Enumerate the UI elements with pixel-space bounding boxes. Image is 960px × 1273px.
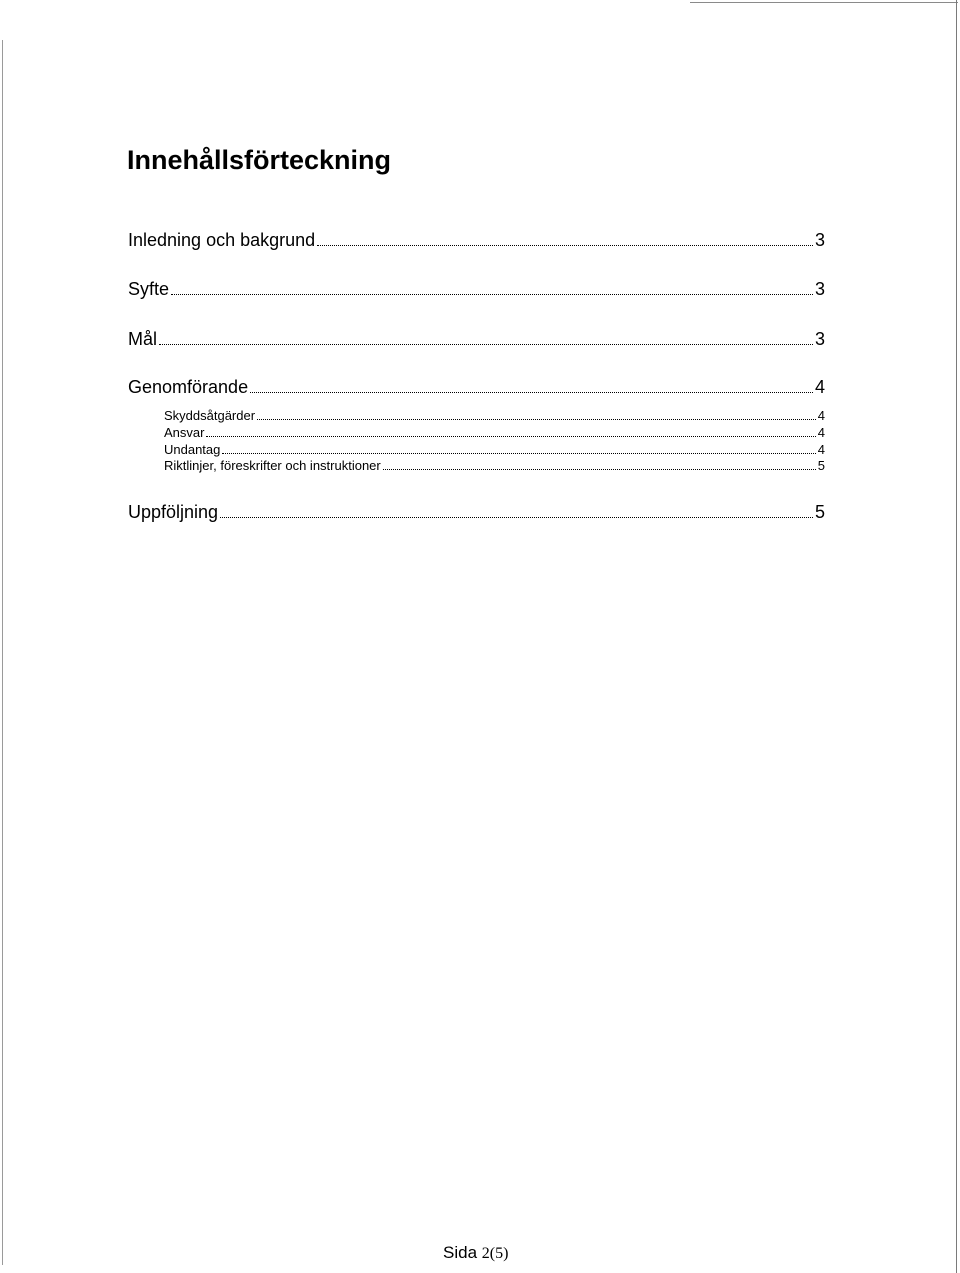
toc-dot-leader [206, 436, 815, 437]
toc-entry-text: Riktlinjer, föreskrifter och instruktioner [164, 458, 381, 473]
toc-entry-text: Syfte [128, 279, 170, 299]
toc-dot-leader [171, 294, 813, 295]
toc-entry-page: 4 [817, 442, 825, 457]
toc-entry-page: 4 [814, 377, 825, 397]
toc-entry-uppfoljning[interactable] [128, 502, 825, 523]
toc-entry-skyddsatgarder[interactable] [164, 408, 825, 423]
toc-dot-leader [250, 392, 813, 393]
toc-entry-text: Genomförande [128, 377, 249, 397]
scan-edge-left [2, 40, 3, 1265]
toc-entry-page: 4 [817, 425, 825, 440]
toc-entry-syfte[interactable] [128, 279, 825, 300]
toc-dot-leader [220, 517, 813, 518]
page-label: Sida [443, 1243, 478, 1262]
toc-dot-leader [317, 245, 813, 246]
toc-entry-text: Mål [128, 329, 158, 349]
toc-entry-text: Undantag [164, 442, 221, 457]
toc-dot-leader [257, 419, 816, 420]
toc-entry-text: Inledning och bakgrund [128, 230, 316, 250]
toc-dot-leader [383, 469, 816, 470]
toc-entry-genomforande[interactable] [128, 377, 825, 398]
toc-entry-text: Skyddsåtgärder [164, 408, 256, 423]
scan-edge-right [956, 0, 957, 1273]
toc-title: Innehållsförteckning [127, 145, 392, 175]
toc-entry-page: 4 [817, 408, 825, 423]
toc-entry-page: 5 [814, 502, 825, 522]
toc-entry-text: Uppföljning [128, 502, 219, 522]
scan-edge-top [690, 2, 958, 3]
toc-dot-leader [222, 453, 815, 454]
toc-entry-ansvar[interactable] [164, 425, 825, 440]
page-footer [443, 1243, 508, 1263]
page-count: 2(5) [481, 1245, 509, 1262]
toc-entry-text: Ansvar [164, 425, 205, 440]
toc-entry-page: 3 [814, 279, 825, 299]
toc-entry-mal[interactable] [128, 329, 825, 350]
toc-entry-page: 3 [814, 329, 825, 349]
toc-entry-inledning[interactable] [128, 230, 825, 251]
toc-entry-riktlinjer[interactable] [164, 458, 825, 473]
toc-entry-undantag[interactable] [164, 442, 825, 457]
toc-dot-leader [159, 344, 813, 345]
toc-entry-page: 5 [817, 458, 825, 473]
toc-entry-page: 3 [814, 230, 825, 250]
